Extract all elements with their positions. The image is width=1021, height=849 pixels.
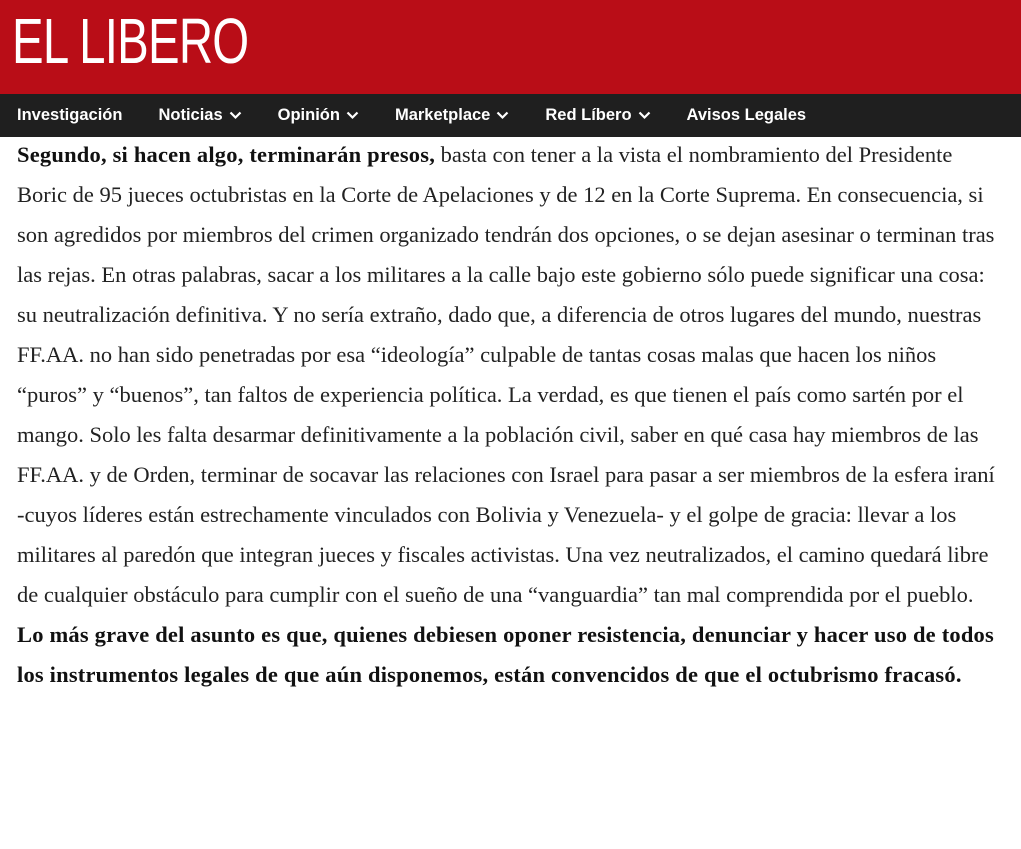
nav-item-label: Avisos Legales: [686, 106, 807, 124]
nav-item-noticias[interactable]: [158, 106, 241, 125]
nav-item-label: Red Líbero: [545, 106, 632, 124]
nav-item-avisos-legales[interactable]: [687, 106, 807, 125]
chevron-down-icon: [346, 111, 359, 120]
nav-item-label: Opinión: [277, 106, 340, 124]
nav-item-label: Marketplace: [394, 106, 491, 124]
nav-item-opinion[interactable]: [278, 106, 359, 125]
nav-item-label: Investigación: [17, 106, 123, 124]
article-body: [17, 135, 1002, 695]
main-nav: [0, 94, 1021, 137]
closing-bold-text: Lo más grave del asunto es que, quienes debiesen oponer resistencia, denunciar y hacer uso de todos los instrumentos legales de que aún disponemos, están convencidos de que el octubrismo fracasó.: [17, 622, 994, 687]
lead-bold-text: Segundo, si hacen algo, terminarán presos,: [17, 142, 436, 167]
site-logo[interactable]: EL LIBERO: [12, 5, 249, 77]
chevron-down-icon: [229, 111, 242, 120]
nav-item-red-libero[interactable]: [545, 106, 650, 125]
body-text: basta con tener a la vista el nombramiento del Presidente Boric de 95 jueces octubristas en la Corte de Apelaciones y de 12 en la Corte Suprema. En consecuencia, si son agredidos por miembros del crimen organizado tendrán dos opciones, o se dejan asesinar o terminan tras las rejas. En otras palabras, sacar a los militares a la calle bajo este gobierno sólo puede significar una cosa: su neutralización definitiva. Y no sería extraño, dado que, a diferencia de otros lugares del mundo, nuestras FF.AA. no han sido penetradas por esa “ideología” culpable de tantas cosas malas que hacen los niños “puros” y “buenos”, tan faltos de experiencia política. La verdad, es que tienen el país como sartén por el mango. Solo les falta desarmar definitivamente a la población civil, saber en qué casa hay miembros de las FF.AA. y de Orden, terminar de socavar las relaciones con Israel para pasar a ser miembros de la esfera iraní -cuyos líderes están estrechamente vinculados con Bolivia y Venezuela- y el golpe de gracia: llevar a los militares al paredón que integran jueces y fiscales activistas. Una vez neutralizados, el camino quedará libre de cualquier obstáculo para cumplir con el sueño de una “vanguardia” tan mal comprendida por el pueblo.: [17, 142, 995, 607]
nav-item-label: Noticias: [158, 106, 223, 124]
nav-item-marketplace[interactable]: [395, 106, 509, 125]
chevron-down-icon: [496, 111, 509, 120]
nav-item-investigacion[interactable]: [17, 106, 122, 125]
chevron-down-icon: [638, 111, 651, 120]
masthead: [0, 0, 1021, 94]
